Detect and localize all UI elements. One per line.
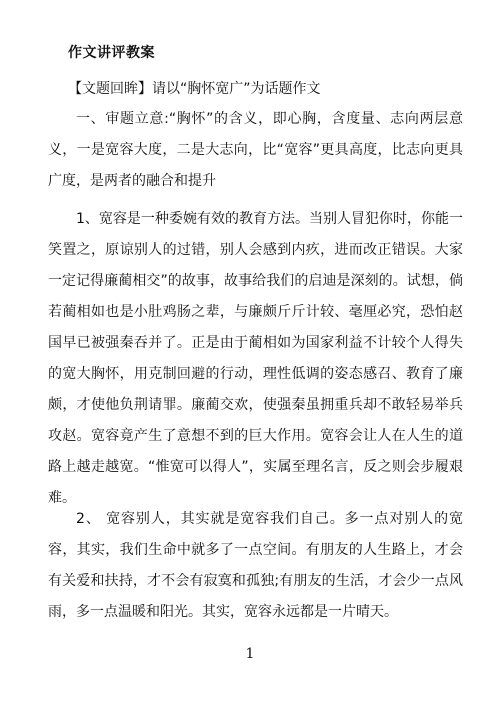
topic-line: 【文题回眸】请以“胸怀宽广”为话题作文 bbox=[68, 81, 321, 97]
paragraph-point-two: 2、 宽容别人，其实就是宽容我们自己。多一点对别人的宽容，其实，我们生命中就多了一点空间。有朋友的人生路上，才会有关爱和扶持，才不会有寂寞和孤独;有朋友的生活，才会少一点风雨，多一点温暖和阳光。其实，宽容永远都是一片晴天。 bbox=[48, 511, 463, 620]
paragraph-point-one: 1、宽容是一种委婉有效的教育方法。当别人冒犯你时，你能一笑置之，原谅别人的过错，别人会感到内疚，进而改正错误。大家一定记得廉蔺相交”的故事，故事给我们的启迪是深刻的。试想，倘若蔺相如也是小肚鸡肠之辈，与廉颇斤斤计较、毫厘必究，恐怕赵国早已被强秦吞并了。正是由于蔺相如为国家利益不计较个人得失的宽大胸怀，用克制回避的行动，理性低调的姿态感召、教育了廉颇，才使他负荆请罪。廉蔺交欢，使强秦虽拥重兵却不敢轻易举兵攻赵。宽容竟产生了意想不到的巨大作用。宽容会让人在人生的道路上越走越宽。“惟宽可以得人”，实属至理名言，反之则会步履艰难。 bbox=[48, 211, 463, 506]
page-number: 1 bbox=[245, 646, 255, 662]
document-title: 作文讲评教案 bbox=[68, 45, 155, 61]
paragraph-theme-analysis: 一、审题立意:“胸怀”的含义，即心胸，含度量、志向两层意义，一是宽容大度，二是大志向，比“宽容”更具高度，比志向更具广度，是两者的融合和提升 bbox=[48, 111, 463, 189]
